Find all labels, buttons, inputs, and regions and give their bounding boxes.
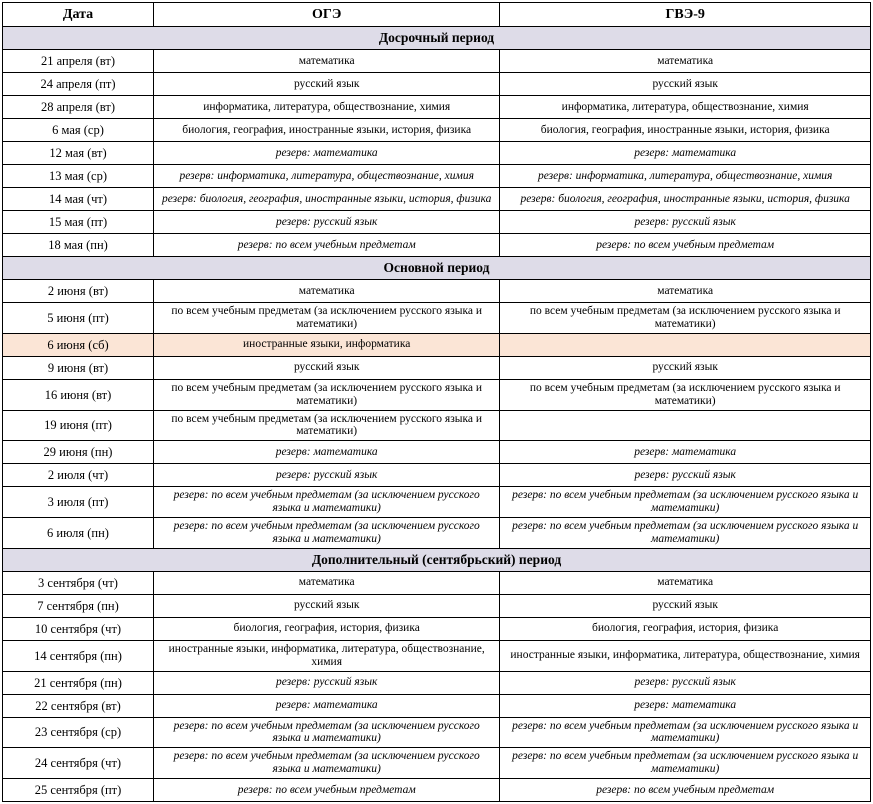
oge-cell: русский язык <box>154 356 500 379</box>
table-row <box>3 50 871 73</box>
oge-cell: русский язык <box>154 594 500 617</box>
oge-cell: математика <box>154 280 500 303</box>
gve9-cell: резерв: по всем учебным предметам <box>500 234 871 257</box>
oge-cell: иностранные языки, информатика, литература, обществознание, химия <box>154 640 500 671</box>
gve9-cell: резерв: биология, география, иностранные языки, история, физика <box>500 188 871 211</box>
oge-cell: по всем учебным предметам (за исключением русского языка и математики) <box>154 410 500 441</box>
gve9-cell: резерв: математика <box>500 142 871 165</box>
table-row <box>3 119 871 142</box>
table-row <box>3 779 871 802</box>
oge-cell: математика <box>154 571 500 594</box>
gve9-cell: резерв: по всем учебным предметам (за исключением русского языка и математики) <box>500 717 871 748</box>
table-row <box>3 717 871 748</box>
table-row <box>3 671 871 694</box>
date-cell: 9 июня (вт) <box>3 356 154 379</box>
table-row <box>3 96 871 119</box>
gve9-cell: по всем учебным предметам (за исключением русского языка и математики) <box>500 379 871 410</box>
date-cell: 14 мая (чт) <box>3 188 154 211</box>
date-cell: 6 мая (ср) <box>3 119 154 142</box>
gve9-cell: резерв: по всем учебным предметам (за исключением русского языка и математики) <box>500 487 871 518</box>
oge-cell: резерв: по всем учебным предметам (за исключением русского языка и математики) <box>154 748 500 779</box>
gve9-cell: русский язык <box>500 356 871 379</box>
date-cell: 5 июня (пт) <box>3 303 154 334</box>
gve9-cell: математика <box>500 50 871 73</box>
oge-cell: русский язык <box>154 73 500 96</box>
oge-cell: резерв: русский язык <box>154 464 500 487</box>
table-row <box>3 356 871 379</box>
table-row <box>3 464 871 487</box>
table-row <box>3 571 871 594</box>
section-title: Основной период <box>3 257 871 280</box>
table-row <box>3 142 871 165</box>
gve9-cell: резерв: по всем учебным предметам (за исключением русского языка и математики) <box>500 518 871 549</box>
table-row <box>3 379 871 410</box>
column-header-gve9: ГВЭ-9 <box>500 3 871 27</box>
table-row <box>3 441 871 464</box>
table-row <box>3 748 871 779</box>
table-row <box>3 165 871 188</box>
table-row <box>3 617 871 640</box>
table-row <box>3 410 871 441</box>
oge-cell: по всем учебным предметам (за исключением русского языка и математики) <box>154 303 500 334</box>
section-header-row <box>3 257 871 280</box>
table-row <box>3 487 871 518</box>
date-cell: 29 июня (пн) <box>3 441 154 464</box>
date-cell: 7 сентября (пн) <box>3 594 154 617</box>
gve9-cell: резерв: русский язык <box>500 671 871 694</box>
table-row <box>3 333 871 356</box>
gve9-cell: информатика, литература, обществознание, химия <box>500 96 871 119</box>
date-cell: 15 мая (пт) <box>3 211 154 234</box>
gve9-cell <box>500 333 871 356</box>
oge-cell: по всем учебным предметам (за исключением русского языка и математики) <box>154 379 500 410</box>
oge-cell: биология, география, история, физика <box>154 617 500 640</box>
oge-cell: иностранные языки, информатика <box>154 333 500 356</box>
gve9-cell: резерв: по всем учебным предметам <box>500 779 871 802</box>
table-body <box>3 27 871 802</box>
gve9-cell: русский язык <box>500 594 871 617</box>
date-cell: 28 апреля (вт) <box>3 96 154 119</box>
gve9-cell: математика <box>500 571 871 594</box>
oge-cell: резерв: по всем учебным предметам <box>154 779 500 802</box>
oge-cell: резерв: биология, география, иностранные языки, история, физика <box>154 188 500 211</box>
date-cell: 24 апреля (пт) <box>3 73 154 96</box>
oge-cell: математика <box>154 50 500 73</box>
column-header-date: Дата <box>3 3 154 27</box>
oge-cell: резерв: русский язык <box>154 211 500 234</box>
oge-cell: резерв: по всем учебным предметам (за исключением русского языка и математики) <box>154 518 500 549</box>
oge-cell: резерв: математика <box>154 694 500 717</box>
date-cell: 21 сентября (пн) <box>3 671 154 694</box>
gve9-cell: иностранные языки, информатика, литература, обществознание, химия <box>500 640 871 671</box>
date-cell: 6 июня (сб) <box>3 333 154 356</box>
date-cell: 3 июля (пт) <box>3 487 154 518</box>
oge-cell: резерв: математика <box>154 441 500 464</box>
oge-cell: резерв: русский язык <box>154 671 500 694</box>
table-row <box>3 211 871 234</box>
oge-cell: биология, география, иностранные языки, история, физика <box>154 119 500 142</box>
table-row <box>3 640 871 671</box>
table-header-row <box>3 3 871 27</box>
oge-cell: резерв: математика <box>154 142 500 165</box>
gve9-cell: биология, география, история, физика <box>500 617 871 640</box>
date-cell: 3 сентября (чт) <box>3 571 154 594</box>
section-header-row <box>3 27 871 50</box>
table-row <box>3 518 871 549</box>
oge-cell: резерв: по всем учебным предметам (за исключением русского языка и математики) <box>154 717 500 748</box>
gve9-cell: резерв: математика <box>500 441 871 464</box>
date-cell: 24 сентября (чт) <box>3 748 154 779</box>
exam-schedule-table <box>2 2 871 802</box>
date-cell: 16 июня (вт) <box>3 379 154 410</box>
oge-cell: резерв: по всем учебным предметам (за исключением русского языка и математики) <box>154 487 500 518</box>
date-cell: 19 июня (пт) <box>3 410 154 441</box>
date-cell: 2 июня (вт) <box>3 280 154 303</box>
table-row <box>3 303 871 334</box>
table-row <box>3 73 871 96</box>
date-cell: 22 сентября (вт) <box>3 694 154 717</box>
date-cell: 6 июля (пн) <box>3 518 154 549</box>
date-cell: 14 сентября (пн) <box>3 640 154 671</box>
oge-cell: резерв: по всем учебным предметам <box>154 234 500 257</box>
date-cell: 25 сентября (пт) <box>3 779 154 802</box>
date-cell: 13 мая (ср) <box>3 165 154 188</box>
gve9-cell <box>500 410 871 441</box>
section-title: Досрочный период <box>3 27 871 50</box>
table-row <box>3 188 871 211</box>
date-cell: 2 июля (чт) <box>3 464 154 487</box>
table-row <box>3 694 871 717</box>
table-row <box>3 234 871 257</box>
table-row <box>3 280 871 303</box>
section-header-row <box>3 548 871 571</box>
oge-cell: резерв: информатика, литература, обществознание, химия <box>154 165 500 188</box>
gve9-cell: математика <box>500 280 871 303</box>
table-row <box>3 594 871 617</box>
gve9-cell: русский язык <box>500 73 871 96</box>
date-cell: 10 сентября (чт) <box>3 617 154 640</box>
oge-cell: информатика, литература, обществознание, химия <box>154 96 500 119</box>
column-header-oge: ОГЭ <box>154 3 500 27</box>
gve9-cell: резерв: русский язык <box>500 211 871 234</box>
gve9-cell: биология, география, иностранные языки, история, физика <box>500 119 871 142</box>
gve9-cell: резерв: информатика, литература, обществознание, химия <box>500 165 871 188</box>
gve9-cell: по всем учебным предметам (за исключением русского языка и математики) <box>500 303 871 334</box>
date-cell: 18 мая (пн) <box>3 234 154 257</box>
gve9-cell: резерв: русский язык <box>500 464 871 487</box>
gve9-cell: резерв: математика <box>500 694 871 717</box>
date-cell: 23 сентября (ср) <box>3 717 154 748</box>
gve9-cell: резерв: по всем учебным предметам (за исключением русского языка и математики) <box>500 748 871 779</box>
section-title: Дополнительный (сентябрьский) период <box>3 548 871 571</box>
date-cell: 12 мая (вт) <box>3 142 154 165</box>
date-cell: 21 апреля (вт) <box>3 50 154 73</box>
